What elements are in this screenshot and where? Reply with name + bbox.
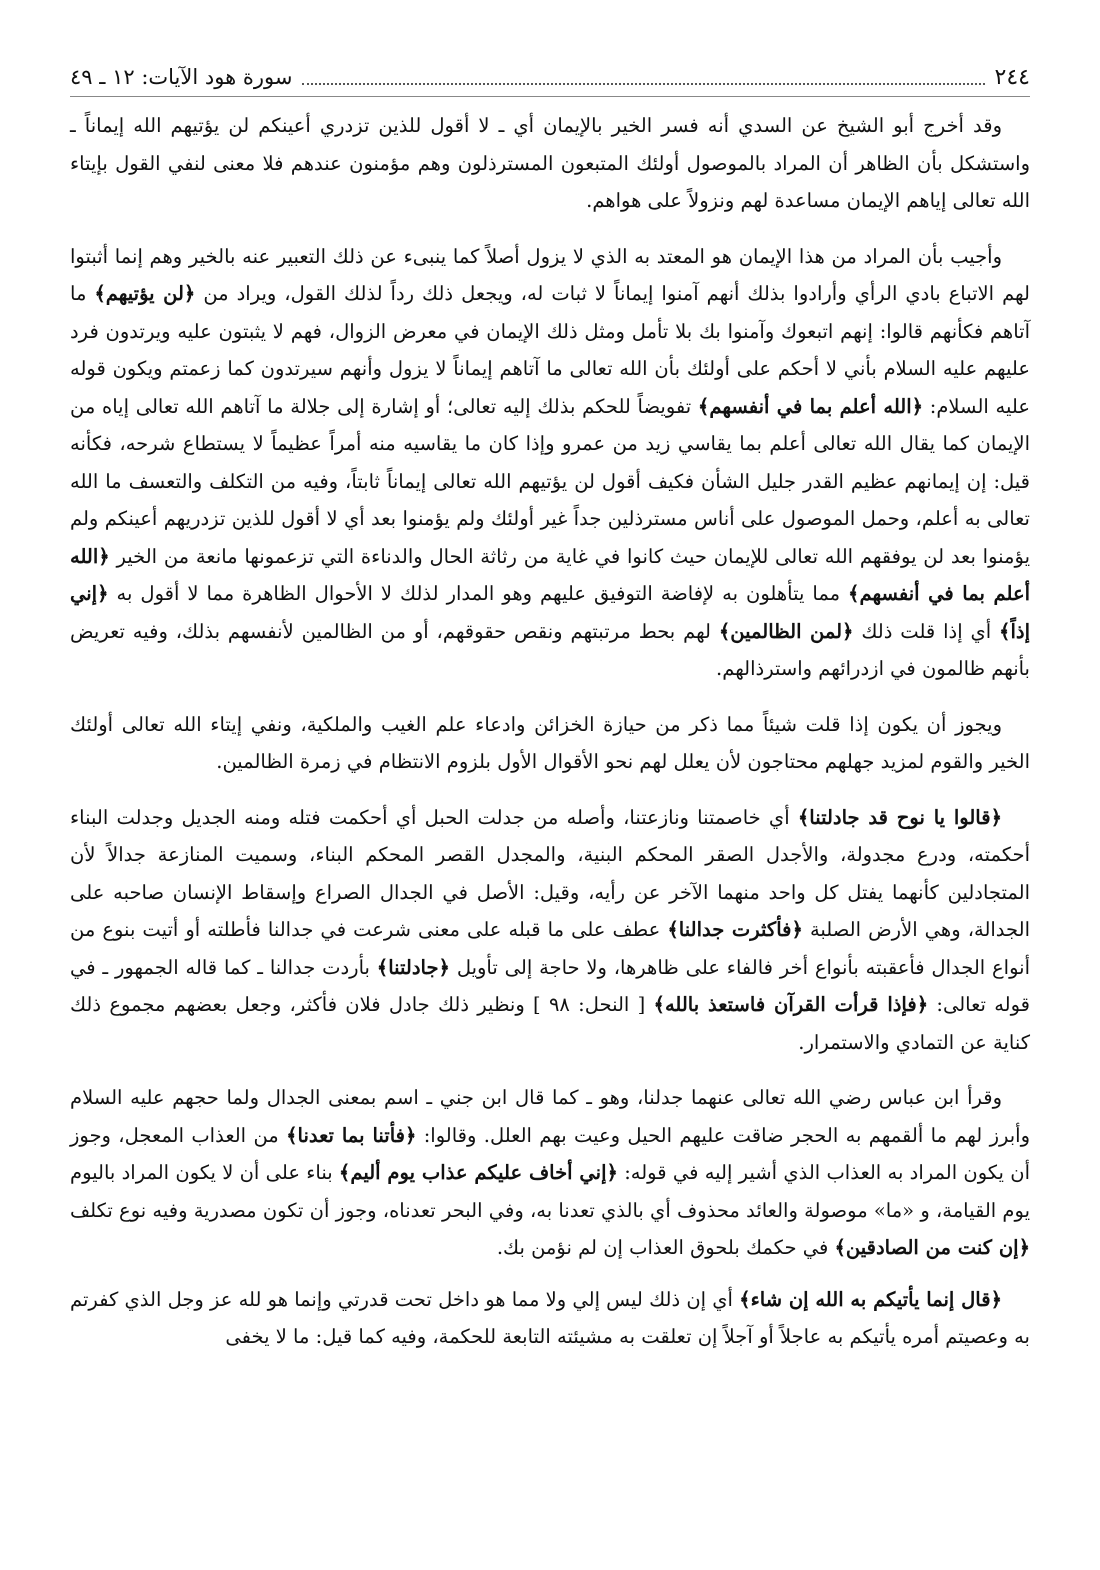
quran-quote: ﴿قالوا يا نوح قد جادلتنا﴾ — [797, 805, 1002, 829]
quran-quote: ﴿قال إنما يأتيكم به الله إن شاء﴾ — [739, 1287, 1003, 1311]
page-title: سورة هود الآيات: ١٢ ـ ٤٩ — [70, 65, 293, 89]
quran-quote: ﴿إن كنت من الصادقين﴾ — [834, 1236, 1030, 1259]
quran-quote: ﴿فإذا قرأت القرآن فاستعذ بالله﴾ — [653, 993, 929, 1016]
quran-quote: ﴿إني أخاف عليكم عذاب يوم أليم﴾ — [338, 1161, 618, 1184]
quran-quote: ﴿لن يؤتيهم﴾ — [94, 282, 196, 305]
quran-quote: ﴿لمن الظالمين﴾ — [718, 619, 854, 643]
quran-quote: ﴿الله أعلم بما في أنفسهم﴾ — [70, 544, 1030, 605]
page-number: ٢٤٤ — [994, 64, 1030, 90]
page-body — [70, 107, 1030, 1356]
paragraph-4: ﴿قالوا يا نوح قد جادلتنا﴾ أي خاصمتنا ونازعتنا، وأصله من جدلت الحبل أي أحكمت فتله ومنه الجديل وجدلت البناء أحكمته، ودرع مجدولة، والأجدل الصقر المحكم البنية، والمجدل القصر المحكم البناء، وسميت المنازعة جدالاً لأن المتجادلين كأنهما يفتل كل واحد منهما الآخر عن رأيه، وقيل: الأصل في الجدال الصراع وإسقاط الإنسان صاحبه على الجدالة، وهي الأرض الصلبة ﴿فأكثرت جدالنا﴾ عطف على ما قبله على معنى شرعت في جدالنا فأطلته أو أتيت بنوع من أنواع الجدال فأعقبته بأنواع أخر فالفاء على ظاهرها، ولا حاجة إلى تأويل ﴿جادلتنا﴾ بأردت جدالنا ـ كما قاله الجمهور ـ في قوله تعالى: ﴿فإذا قرأت القرآن فاستعذ بالله﴾ [ النحل: ٩٨ ] ونظير ذلك جادل فلان فأكثر، وجعل بعضهم مجموع ذلك كناية عن التمادي والاستمرار. — [70, 805, 1031, 1054]
quran-quote: ﴿فأكثرت جدالنا﴾ — [667, 918, 803, 941]
running-header — [70, 60, 1030, 97]
paragraph-6: ﴿قال إنما يأتيكم به الله إن شاء﴾ أي إن ذلك ليس إلي ولا مما هو داخل تحت قدرتي وإنما هو لله عز وجل الذي كفرتم به وعصيتم أمره يأتيكم به عاجلاً أو آجلاً إن تعلقت به مشيئته التابعة للحكمة، وفيه كما قيل: ما لا يخفى — [70, 1287, 1030, 1348]
page — [70, 60, 1030, 1560]
paragraph-3: ويجوز أن يكون إذا قلت شيئاً مما ذكر من حيازة الخزائن وادعاء علم الغيب والملكية، ونفي إيتاء الله تعالى أولئك الخير والقوم لمزيد جهلهم محتاجون لأن يعلل لهم نحو الأقوال الأول بلزوم الانتظام في زمرة الظالمين. — [70, 712, 1030, 773]
quran-quote: ﴿جادلتنا﴾ — [376, 955, 450, 979]
quran-quote: ﴿الله أعلم بما في أنفسهم﴾ — [697, 394, 924, 418]
paragraph-1: وقد أخرج أبو الشيخ عن السدي أنه فسر الخير بالإيمان أي ـ لا أقول للذين تزدري أعينكم لن يؤتيهم الله إيماناً ـ واستشكل بأن الظاهر أن المراد بالموصول أولئك المتبعون المسترذلون وهم مؤمنون عندهم فلا معنى لنفي القول بإيتاء الله تعالى إياهم الإيمان مساعدة لهم ونزولاً على هواهم. — [70, 114, 1030, 212]
paragraph-2: وأجيب بأن المراد من هذا الإيمان هو المعتد به الذي لا يزول أصلاً كما ينبىء عن ذلك التعبير عنه بالخير وهم إنما أثبتوا لهم الاتباع بادي الرأي وأرادوا بذلك أنهم آمنوا إيماناً لا ثبات له، ويجعل ذلك رداً لذلك القول، ويراد من ﴿لن يؤتيهم﴾ ما آتاهم فكأنهم قالوا: إنهم اتبعوك وآمنوا بك بلا تأمل ومثل ذلك الإيمان في معرض الزوال، فهم لا يثبتون عليه ويرتدون فرد عليهم عليه السلام بأني لا أحكم على أولئك بأن الله تعالى ما آتاهم إيماناً لا يزول وأنهم سيرتدون كما زعمتم ويكون قوله عليه السلام: ﴿الله أعلم بما في أنفسهم﴾ تفويضاً للحكم بذلك إليه تعالى؛ أو إشارة إلى جلالة ما آتاهم الله تعالى إياه من الإيمان كما يقال الله تعالى أعلم بما يقاسي زيد من عمرو وإذا كان ما يقاسيه منه أمراً عظيماً لا يستطاع شرحه، فكأنه قيل: إن إيمانهم عظيم القدر جليل الشأن فكيف أقول لن يؤتيهم الله تعالى إيماناً ثابتاً، وفيه من التكلف والتعسف ما الله تعالى به أعلم، وحمل الموصول على أناس مسترذلين جداً غير أولئك ولم يؤمنوا بعد أي لا أقول للذين تزدريهم أعينكم ولم يؤمنوا بعد لن يوفقهم الله تعالى للإيمان حيث كانوا في غاية من رثاثة الحال والدناءة التي تزعمونها مانعة من الخير ﴿الله أعلم بما في أنفسهم﴾ مما يتأهلون به لإفاضة التوفيق عليهم وهو المدار لذلك لا الأحوال الظاهرة مما لا أقول به ﴿إني إذاً﴾ أي إذا قلت ذلك ﴿لمن الظالمين﴾ لهم بحط مرتبتهم ونقص حقوقهم، أو من الظالمين لأنفسهم بذلك، وفيه تعريض بأنهم ظالمون في ازدرائهم واسترذالهم. — [70, 244, 1030, 680]
quran-quote: ﴿فأتنا بما تعدنا﴾ — [286, 1123, 417, 1147]
paragraph-5: وقرأ ابن عباس رضي الله تعالى عنهما جدلنا، وهو ـ كما قال ابن جني ـ اسم بمعنى الجدال ولما حجهم عليه السلام وأبرز لهم ما ألقمهم به الحجر ضاقت عليهم الحيل وعيت بهم العلل. وقالوا: ﴿فأتنا بما تعدنا﴾ من العذاب المعجل، وجوز أن يكون المراد به العذاب الذي أشير إليه في قوله: ﴿إني أخاف عليكم عذاب يوم أليم﴾ بناء على أن لا يكون المراد باليوم يوم القيامة، و «ما» موصولة والعائد محذوف أي بالذي تعدنا به، وفي البحر تعدناه، وجوز أن تكون مصدرية وفيه نوع تكلف ﴿إن كنت من الصادقين﴾ في حكمك بلحوق العذاب إن لم نؤمن بك. — [70, 1086, 1031, 1259]
header-leader-dots — [302, 82, 984, 85]
quran-quote: ﴿إني إذاً﴾ — [70, 582, 1030, 643]
